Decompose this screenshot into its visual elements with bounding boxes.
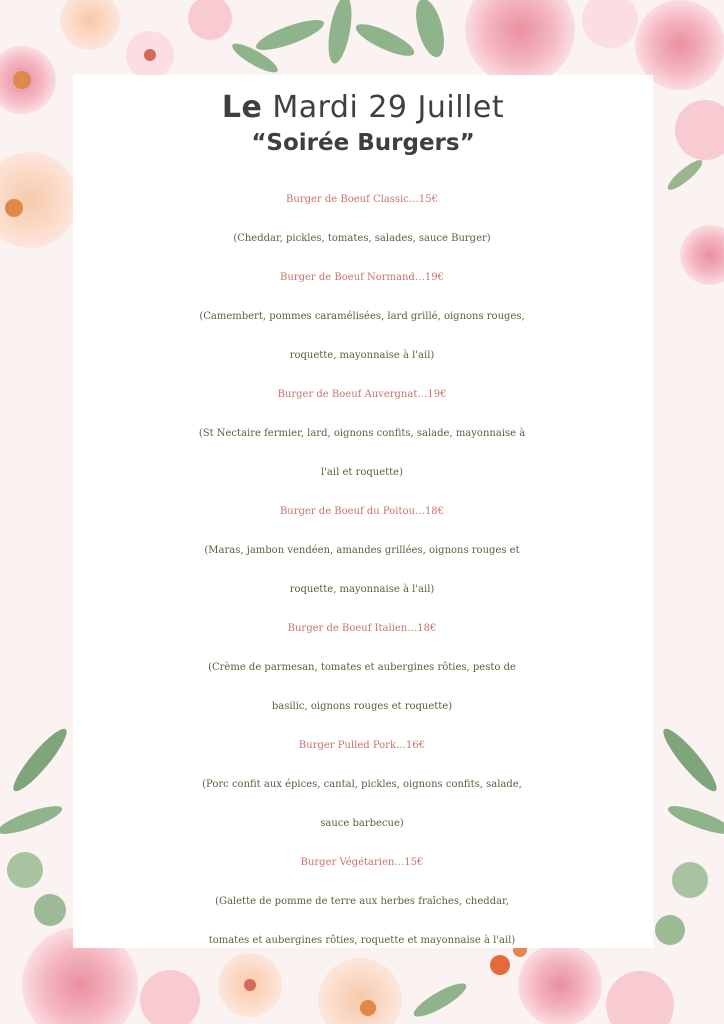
menu-item-description: roquette, mayonnaise à l'ail)	[289, 350, 435, 361]
menu-item-description: tomates et aubergines rôties, roquette et mayonnaise à l'ail)	[208, 935, 516, 946]
menu-item-name: Burger de Boeuf Italien…18€	[287, 623, 437, 634]
menu-item-description: (Maras, jambon vendéen, amandes grillées, oignons rouges et	[204, 545, 520, 556]
menu-item-name: Burger de Boeuf du Poitou…18€	[279, 506, 445, 517]
menu-item	[60, 843, 664, 960]
menu-item-description: (Porc confit aux épices, cantal, pickles, oignons confits, salade,	[202, 779, 522, 790]
flower-bottom-center	[318, 958, 470, 1024]
menu-item	[60, 375, 664, 492]
page-subtitle: “Soirée Burgers”	[251, 130, 475, 156]
menu-item	[60, 492, 664, 609]
menu-header	[73, 88, 653, 158]
menu-item	[60, 726, 664, 843]
menu-item-description: roquette, mayonnaise à l'ail)	[289, 584, 435, 595]
menu-item	[60, 258, 664, 375]
menu-item-description: l'ail et roquette)	[320, 467, 404, 478]
menu-item-description: (St Nectaire fermier, lard, oignons confits, salade, mayonnaise à	[198, 428, 526, 439]
title-date: Mardi 29 Juillet	[262, 90, 505, 125]
menu-item-name: Burger de Boeuf Auvergnat…19€	[277, 389, 447, 400]
page-title	[73, 88, 653, 128]
menu-item-description: basilic, oignons rouges et roquette)	[271, 701, 453, 712]
menu-item-description: (Galette de pomme de terre aux herbes fraîches, cheddar,	[215, 896, 509, 907]
menu-item-description: (Cheddar, pickles, tomates, salades, sauce Burger)	[233, 233, 491, 244]
menu-item-name: Burger Pulled Pork…16€	[298, 740, 426, 751]
menu-item-description: (Camembert, pommes caramélisées, lard grillé, oignons rouges,	[199, 311, 525, 322]
leaves-top	[229, 0, 449, 77]
menu-item	[60, 609, 664, 726]
menu-item-description: sauce barbecue)	[320, 818, 404, 829]
menu-item-name: Burger de Boeuf Normand…19€	[280, 272, 444, 283]
menu-item-name: Burger de Boeuf Classic…15€	[286, 194, 438, 205]
menu-list	[60, 180, 664, 960]
title-prefix: Le	[221, 90, 263, 125]
menu-item	[60, 180, 664, 258]
menu-item-description: (Crème de parmesan, tomates et aubergines rôties, pesto de	[208, 662, 516, 673]
menu-item-name: Burger Végétarien…15€	[300, 857, 424, 868]
